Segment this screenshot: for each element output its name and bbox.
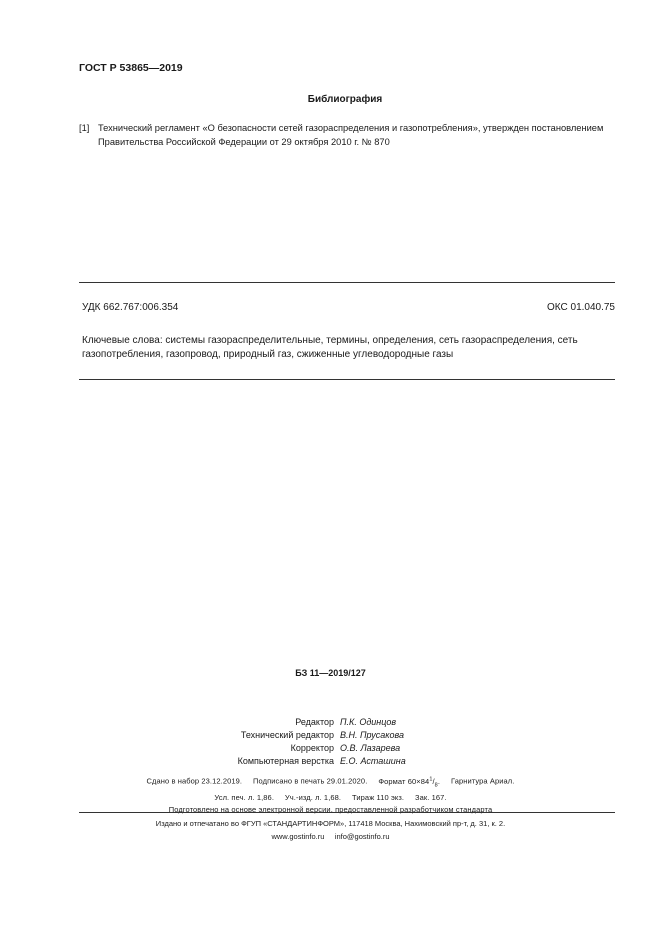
bottom-divider bbox=[79, 379, 615, 380]
publisher-site-link[interactable]: www.gostinfo.ru bbox=[271, 831, 325, 841]
imprint-format: Формат $60\times 84^1/_8$. bbox=[378, 776, 441, 788]
credit-name: В.Н. Прусакова bbox=[340, 730, 404, 740]
imprint-line-1 bbox=[0, 773, 661, 792]
document-code: ГОСТ Р 53865—2019 bbox=[79, 62, 183, 74]
imprint-format-den: 8 bbox=[434, 782, 438, 788]
imprint-format-prefix: Формат 60×84 bbox=[378, 776, 430, 786]
imprint-format-suffix: . bbox=[437, 776, 441, 786]
publisher-block bbox=[0, 818, 661, 843]
imprint-line-3: Подготовлено на основе электронной версии, предоставленной разработчиком стандарта bbox=[168, 805, 493, 814]
bibliography-entry bbox=[79, 121, 615, 149]
imprint-divider bbox=[79, 812, 615, 813]
imprint-sent: Сдано в набор 23.12.2019. bbox=[146, 776, 243, 786]
bibliography-entry-number: [1] bbox=[79, 123, 90, 133]
bibliography-title: Библиография bbox=[307, 94, 383, 105]
credit-role: Компьютерная верстка bbox=[237, 756, 334, 766]
top-divider bbox=[79, 282, 615, 283]
credit-name: Е.О. Асташина bbox=[340, 756, 406, 766]
credit-name: О.В. Лазарева bbox=[340, 743, 401, 753]
credit-role: Технический редактор bbox=[240, 730, 334, 740]
bibliography-entry-text: Технический регламент «О безопасности сетей газораспределения и газопотребления», утвержден постановлением Правительства Российской Федерации от 29 октября 2010 г. № 870 bbox=[98, 123, 604, 147]
publisher-email-link[interactable]: info@gostinfo.ru bbox=[334, 831, 390, 841]
imprint-format-num: 1 bbox=[429, 776, 433, 782]
oks-code: ОКС 01.040.75 bbox=[547, 302, 615, 313]
credit-role: Редактор bbox=[295, 717, 334, 727]
bz-number: БЗ 11—2019/127 bbox=[295, 668, 366, 678]
publisher-contacts bbox=[0, 831, 661, 844]
keywords: Ключевые слова: системы газораспределительные, термины, определения, сеть газораспределения, сеть газопотребления, газопровод, природный газ, сжиженные углеводородные газы bbox=[82, 335, 578, 360]
publisher-line: Издано и отпечатано во ФГУП «СТАНДАРТИНФОРМ», 117418 Москва, Нахимовский пр-т, д. 31, к. 2. bbox=[155, 819, 506, 828]
udk-code: УДК 662.767:006.354 bbox=[82, 302, 179, 313]
imprint-typeface: Гарнитура Ариал. bbox=[450, 776, 515, 786]
imprint-block bbox=[0, 773, 661, 817]
credit-role: Корректор bbox=[290, 743, 334, 753]
credit-name: П.К. Одинцов bbox=[340, 717, 397, 727]
imprint-line-2: Усл. печ. л. 1,86. Уч.-изд. л. 1,68. Тираж 110 экз. Зак. 167. bbox=[214, 792, 447, 802]
imprint-signed: Подписано в печать 29.01.2020. bbox=[253, 776, 368, 786]
